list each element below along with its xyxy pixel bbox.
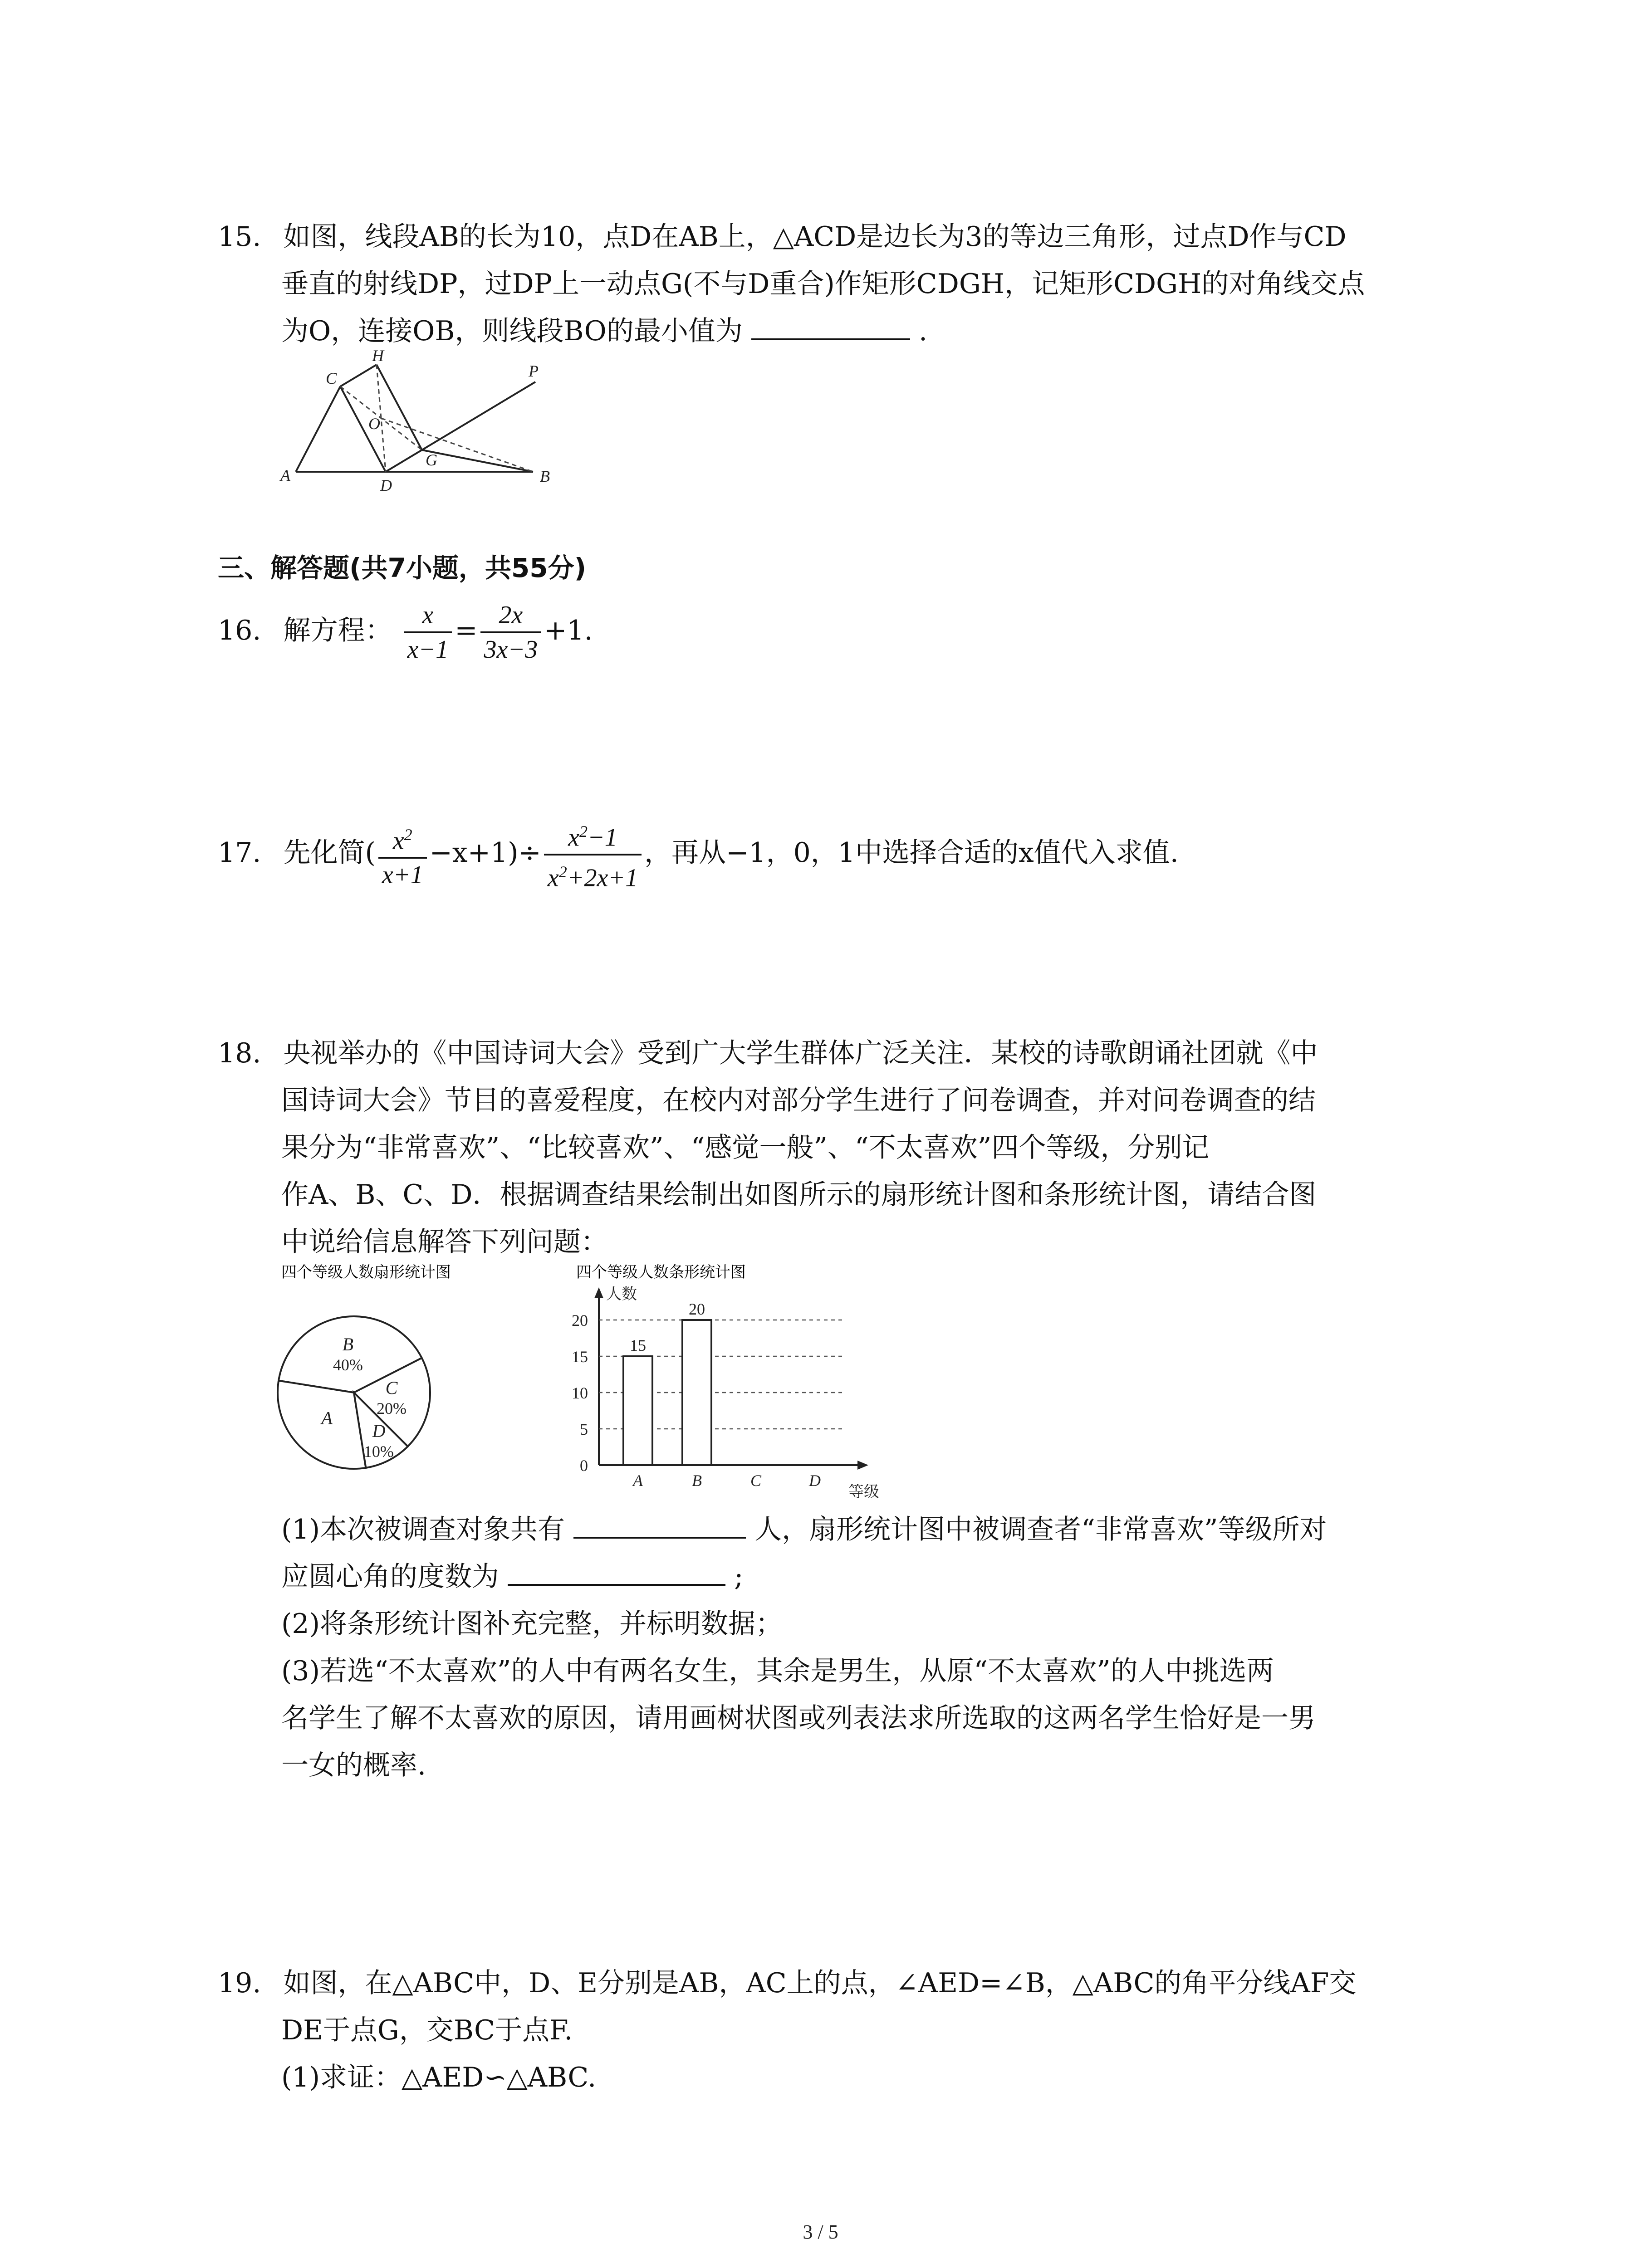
- segment-gb: [422, 450, 533, 472]
- q18-sub1-line2: [281, 1553, 743, 1600]
- pie-percent-b: 40%: [333, 1356, 363, 1374]
- q17-suffix: ，再从−1，0，1中选择合适的x值代入求值.: [644, 837, 1179, 869]
- q18-sub3-line2: 名学生了解不太喜欢的原因，请用画树状图或列表法求所选取的这两名学生恰好是一男: [281, 1702, 1316, 1734]
- q15-geometry-figure: [272, 349, 563, 499]
- bar-category-label-d: D: [809, 1471, 821, 1490]
- q19-sub1: (1)求证：△AED∽△ABC.: [281, 2062, 597, 2093]
- bar-x-label: 等级: [848, 1483, 879, 1501]
- bar-y-tick-label: 5: [580, 1420, 588, 1438]
- q18-line2: 国诗词大会》节目的喜爱程度，在校内对部分学生进行了问卷调查，并对问卷调查的结: [281, 1085, 1316, 1116]
- q15-text-1: 如图，线段AB的长为10，点D在AB上，△ACD是边长为3的等边三角形，过点D作与CD: [283, 221, 1347, 253]
- q17-prefix: 先化简(: [283, 837, 376, 869]
- q16-f1-numerator: x: [422, 601, 434, 630]
- label-h: H: [372, 349, 384, 365]
- q16-fraction-1: [404, 599, 452, 666]
- q19-line1: [218, 1960, 1356, 2007]
- q17-fraction-2: [544, 815, 642, 894]
- q15-line1: [218, 213, 1347, 260]
- pie-label-c: C: [385, 1378, 398, 1398]
- q18-line4: 作A、B、C、D．根据调查结果绘制出如图所示的扇形统计图和条形统计图，请结合图: [281, 1179, 1317, 1211]
- q18-total-blank[interactable]: [573, 1528, 746, 1539]
- q16-f2-numerator: 2x: [499, 601, 523, 630]
- label-b: B: [540, 467, 550, 485]
- pie-label-d: D: [372, 1420, 386, 1441]
- q17-f2-den-b: +2x+1: [567, 864, 638, 893]
- bar-value-label-a: 15: [630, 1336, 646, 1354]
- pie-chart-title: 四个等级人数扇形统计图: [281, 1263, 451, 1281]
- q15-text-3: 为O，连接OB，则线段BO的最小值为: [281, 315, 743, 347]
- q18-sub1-text-c: 应圆心角的度数为: [281, 1561, 499, 1593]
- bar-value-label-b: 20: [689, 1300, 705, 1318]
- q17-f2-den-a: x: [547, 864, 559, 893]
- q18-sub2: (2)将条形统计图补充完整，并标明数据；: [281, 1608, 783, 1640]
- page-number: 3 / 5: [803, 2221, 838, 2243]
- bar-y-tick-label: 15: [572, 1348, 588, 1366]
- q17-f1-num-exp: 2: [404, 825, 412, 844]
- bar-category-label-c: C: [750, 1471, 762, 1490]
- q19-line2: DE于点G，交BC于点F.: [281, 2014, 573, 2046]
- q18-sub3-line1: (3)若选“不太喜欢”的人中有两名女生，其余是男生，从原“不太喜欢”的人中挑选两: [281, 1655, 1274, 1687]
- q15-line3: [281, 308, 927, 355]
- segment-hg: [377, 365, 422, 450]
- q16-prefix: 解方程：: [283, 615, 392, 646]
- segment-ch: [340, 365, 377, 386]
- q16-f2-denominator: 3x−3: [480, 631, 542, 666]
- q18-text-1: 央视举办的《中国诗词大会》受到广大学生群体广泛关注．某校的诗歌朗诵社团就《中: [283, 1037, 1318, 1069]
- q18-sub1-text-a: (1)本次被调查对象共有: [281, 1514, 565, 1545]
- bar-chart-title: 四个等级人数条形统计图: [576, 1263, 746, 1281]
- q18-sub1-line1: [281, 1506, 1327, 1553]
- q17-f2-num-base: x: [568, 823, 579, 852]
- q16-fraction-2: [480, 599, 542, 666]
- q17-f1-num-base: x: [392, 826, 404, 855]
- bar-y-tick-label: 10: [572, 1384, 588, 1402]
- q17-mid: −x+1)÷: [429, 837, 541, 869]
- q17-f1-denominator: x+1: [378, 857, 427, 891]
- label-a: A: [280, 466, 290, 484]
- label-c: C: [326, 369, 337, 387]
- q18-sub1-text-d: ;: [734, 1561, 744, 1593]
- q16-line: [218, 594, 593, 667]
- segment-ac: [296, 386, 340, 472]
- q18-angle-blank[interactable]: [508, 1575, 725, 1586]
- bar-y-tick-label: 0: [580, 1457, 588, 1475]
- q17-f2-num-rest: −1: [588, 823, 617, 852]
- bar-y-label: 人数: [606, 1285, 637, 1303]
- bar-chart: [572, 1285, 879, 1501]
- q18-number: 18.: [218, 1037, 261, 1069]
- q15-period: .: [919, 315, 928, 347]
- pie-label-a: A: [321, 1408, 333, 1428]
- q18-sub3-line3: 一女的概率.: [281, 1750, 426, 1781]
- q19-text-1: 如图，在△ABC中，D、E分别是AB，AC上的点，∠AED=∠B，△ABC的角平分线AF交: [283, 1967, 1357, 1999]
- bar-category-label-a: A: [633, 1471, 643, 1490]
- q15-number: 15.: [218, 221, 261, 253]
- bar-y-axis-arrow: [594, 1287, 603, 1298]
- segment-ob: [381, 418, 533, 472]
- label-g: G: [426, 451, 437, 469]
- q16-equals: =: [455, 615, 478, 646]
- bar-category-label-b: B: [692, 1471, 702, 1490]
- pie-percent-c: 20%: [376, 1399, 407, 1418]
- bar-a: [623, 1356, 652, 1465]
- bar-x-axis-arrow: [857, 1461, 868, 1470]
- pie-label-b: B: [342, 1334, 354, 1355]
- label-d: D: [380, 476, 392, 494]
- pie-percent-d: 10%: [363, 1442, 394, 1461]
- q16-number: 16.: [218, 615, 261, 646]
- section-heading: 三、解答题(共7小题，共55分): [218, 552, 587, 583]
- q16-f1-denominator: x−1: [404, 631, 452, 666]
- q19-number: 19.: [218, 1967, 261, 1999]
- q17-fraction-1: [378, 818, 427, 892]
- q17-f2-den-exp: 2: [558, 863, 567, 881]
- q17-f2-num-exp: 2: [579, 822, 588, 841]
- label-o: O: [368, 415, 380, 433]
- q15-line2: 垂直的射线DP，过DP上一动点G(不与D重合)作矩形CDGH，记矩形CDGH的对角线交点: [281, 268, 1365, 300]
- q18-charts: [272, 1261, 907, 1501]
- q18-line3: 果分为“非常喜欢”、“比较喜欢”、“感觉一般”、“不太喜欢”四个等级，分别记: [281, 1132, 1210, 1163]
- bar-b: [682, 1320, 711, 1465]
- q18-line5: 中说给信息解答下列问题：: [281, 1226, 608, 1258]
- q18-line1: [218, 1030, 1318, 1077]
- pie-chart: [278, 1316, 430, 1469]
- label-p: P: [529, 362, 539, 380]
- q18-sub1-text-b: 人，扇形统计图中被调查者“非常喜欢”等级所对: [754, 1514, 1327, 1545]
- q17-line: [218, 807, 1179, 898]
- bar-y-tick-label: 20: [572, 1311, 588, 1330]
- q15-answer-blank[interactable]: [751, 329, 910, 340]
- q16-suffix: +1.: [544, 615, 593, 646]
- q17-number: 17.: [218, 837, 261, 869]
